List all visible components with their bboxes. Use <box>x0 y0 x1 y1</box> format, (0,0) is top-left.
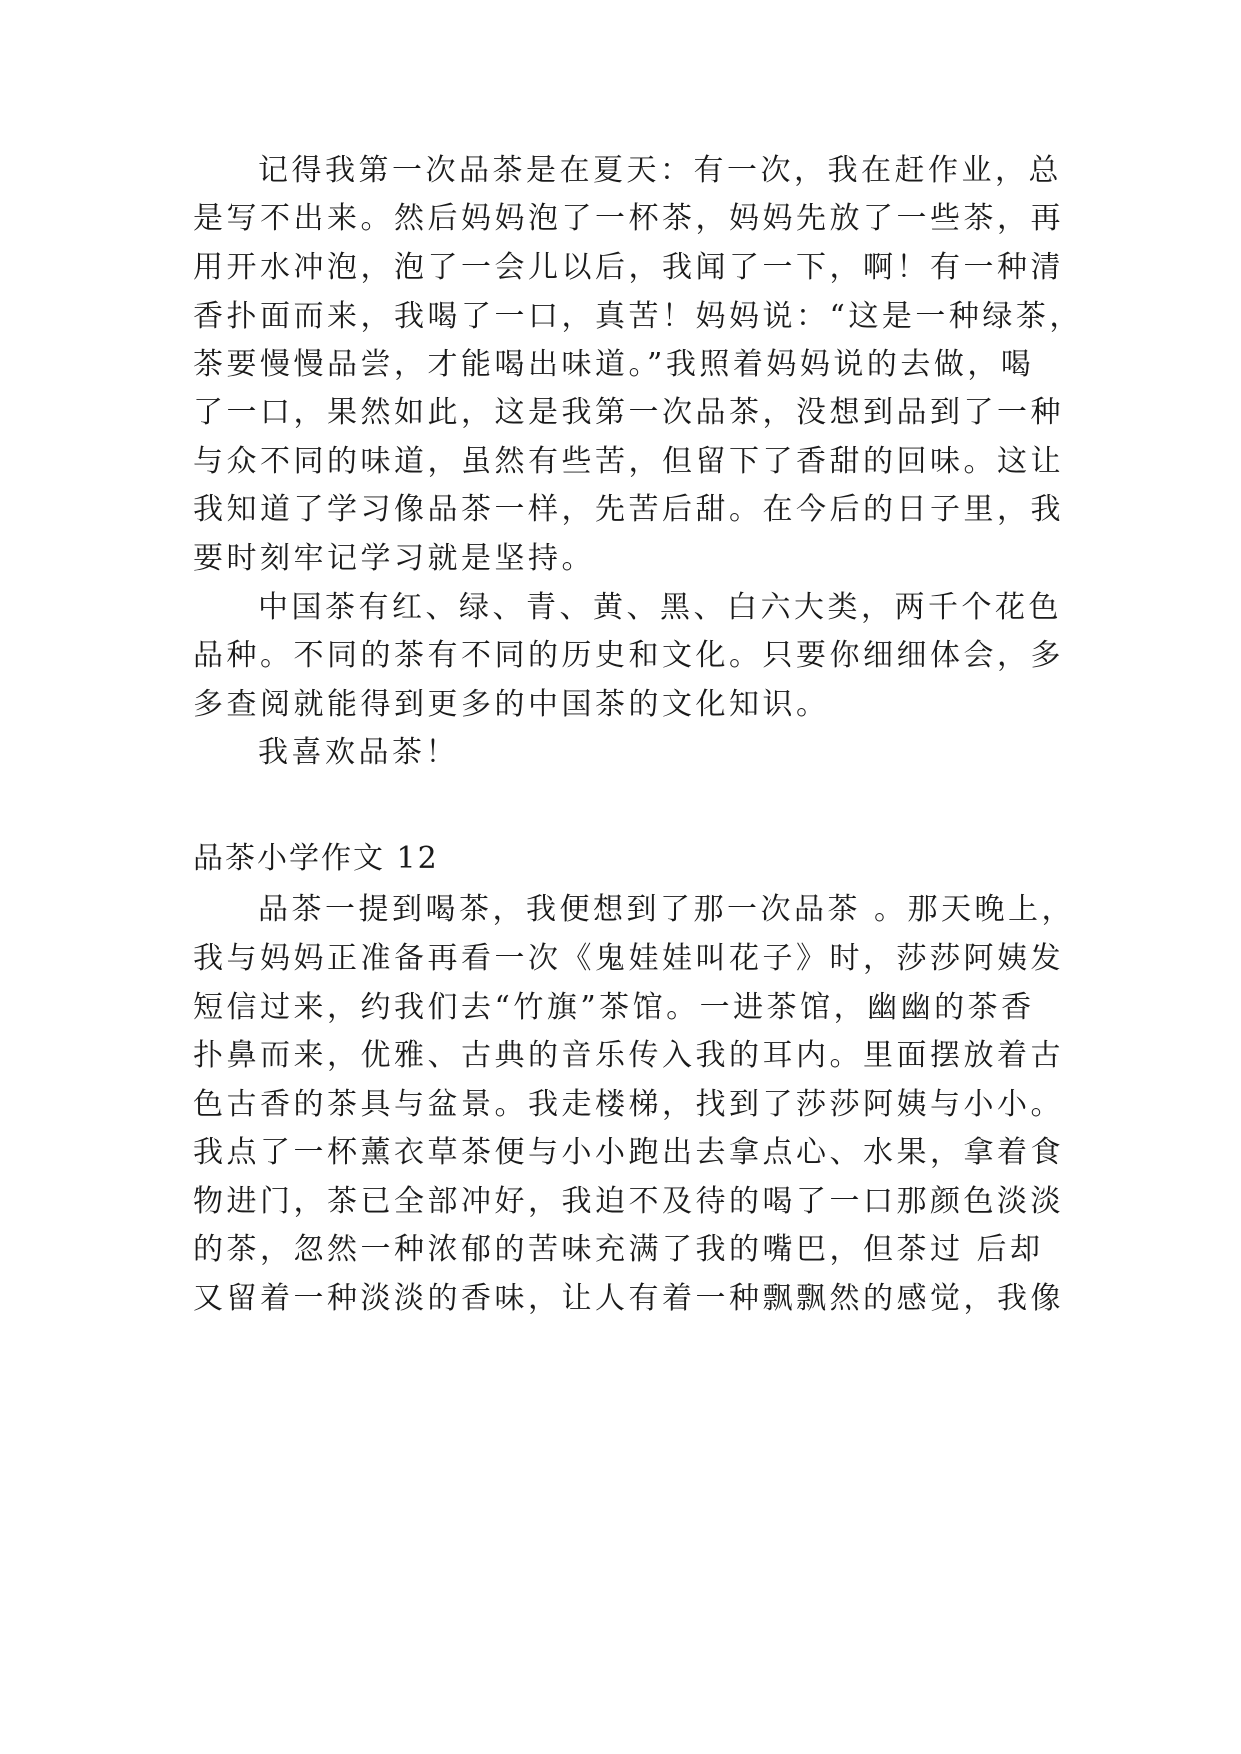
text-line: 扑鼻而来，优雅、古典的音乐传入我的耳内。里面摆放着古 <box>193 1038 1064 1073</box>
text-line: 的茶，忽然一种浓郁的苦味充满了我的嘴巴，但茶过 后却 <box>193 1232 1044 1267</box>
text-line: 我与妈妈正准备再看一次《鬼娃娃叫花子》时，莎莎阿姨发 <box>193 941 1064 976</box>
text-line: 了一口，果然如此，这是我第一次品茶，没想到品到了一种 <box>193 395 1064 430</box>
text-line: 我喜欢品茶！ <box>258 735 459 770</box>
text-line: 记得我第一次品茶是在夏天：有一次，我在赶作业，总 <box>258 153 1062 188</box>
text-line: 多查阅就能得到更多的中国茶的文化知识。 <box>193 687 830 722</box>
text-line: 香扑面而来，我喝了一口，真苦！妈妈说：“这是一种绿茶， <box>193 299 1083 334</box>
text-line: 又留着一种淡淡的香味，让人有着一种飘飘然的感觉，我像 <box>193 1281 1064 1316</box>
text-line: 是写不出来。然后妈妈泡了一杯茶，妈妈先放了一些茶，再 <box>193 201 1064 236</box>
text-line: 品种。不同的茶有不同的历史和文化。只要你细细体会，多 <box>193 638 1064 673</box>
text-line: 品茶一提到喝茶，我便想到了那一次品茶 。那天晚上， <box>258 892 1076 927</box>
essay-title: 品茶小学作文 12 <box>193 841 439 876</box>
text-line: 要时刻牢记学习就是坚持。 <box>193 541 595 576</box>
text-line: 物进门，茶已全部冲好，我迫不及待的喝了一口那颜色淡淡 <box>193 1184 1064 1219</box>
text-line: 色古香的茶具与盆景。我走楼梯，找到了莎莎阿姨与小小。 <box>193 1087 1064 1122</box>
text-line: 与众不同的味道，虽然有些苦，但留下了香甜的回味。这让 <box>193 444 1064 479</box>
text-line: 我点了一杯薰衣草茶便与小小跑出去拿点心、水果，拿着食 <box>193 1135 1064 1170</box>
text-line: 中国茶有红、绿、青、黄、黑、白六大类，两千个花色 <box>258 590 1062 625</box>
text-line: 我知道了学习像品茶一样，先苦后甜。在今后的日子里，我 <box>193 492 1064 527</box>
text-line: 用开水冲泡，泡了一会儿以后，我闻了一下，啊！有一种清 <box>193 250 1064 285</box>
text-line: 短信过来，约我们去“竹旗”茶馆。一进茶馆，幽幽的茶香 <box>193 990 1035 1025</box>
text-line: 茶要慢慢品尝，才能喝出味道。”我照着妈妈说的去做，喝 <box>193 347 1035 382</box>
